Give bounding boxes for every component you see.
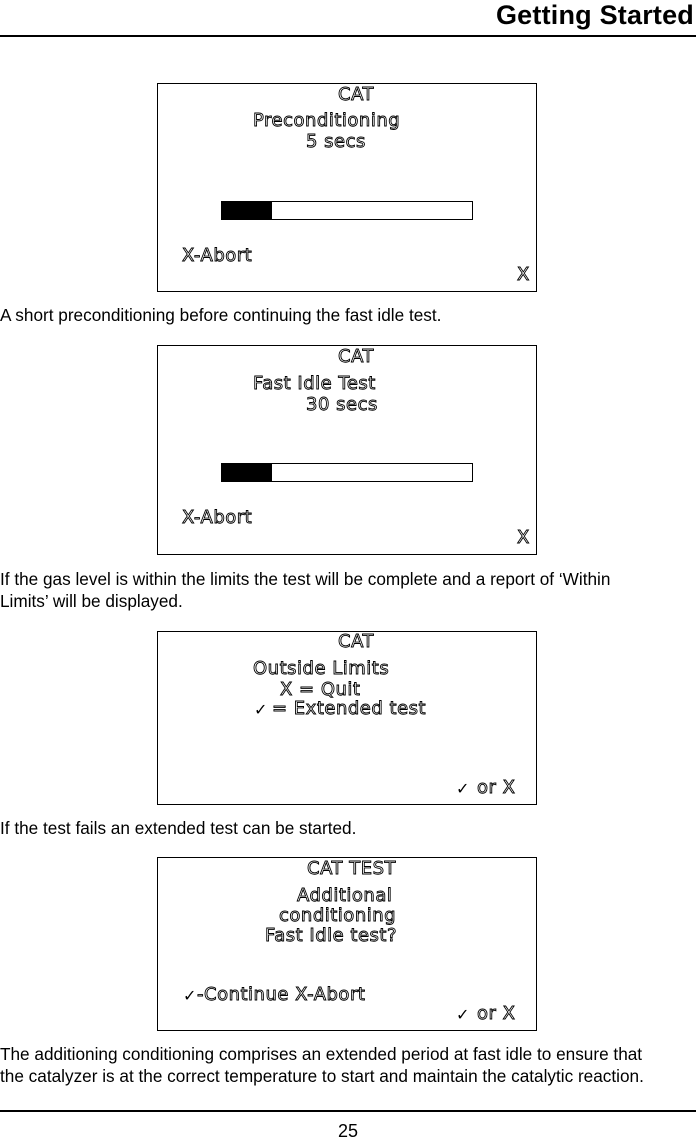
abort-key-indicator: X bbox=[517, 264, 530, 285]
screen-line-2: 5 secs bbox=[306, 131, 366, 152]
screen-line-2: conditioning bbox=[279, 905, 397, 926]
check-icon: ✓ bbox=[456, 779, 470, 798]
screen-line-1: Fast Idle Test bbox=[253, 373, 376, 394]
screen-line-1: Outside Limits bbox=[253, 658, 390, 679]
check-icon: ✓ bbox=[254, 700, 268, 719]
progress-bar-fill bbox=[222, 464, 272, 481]
display-screen-cat-test bbox=[157, 857, 537, 1031]
check-icon: ✓ bbox=[456, 1005, 470, 1024]
display-screen-preconditioning bbox=[157, 83, 537, 292]
display-screen-fast-idle bbox=[157, 345, 537, 555]
header-rule bbox=[0, 35, 696, 37]
footer-rule bbox=[0, 1110, 696, 1112]
progress-bar bbox=[221, 201, 473, 220]
caption-preconditioning: A short preconditioning before continuing the fast idle test. bbox=[0, 305, 442, 325]
abort-key-indicator: X bbox=[517, 527, 530, 548]
check-or-x-prompt: or X bbox=[477, 777, 516, 798]
screen-line-3: Fast Idle test? bbox=[265, 925, 398, 946]
check-icon: ✓ bbox=[183, 986, 197, 1005]
progress-bar bbox=[221, 463, 473, 482]
abort-label: X-Abort bbox=[182, 245, 253, 266]
caption-within-limits-line-1: If the gas level is within the limits the test will be complete and a report of ‘Within bbox=[0, 569, 611, 589]
display-screen-outside-limits bbox=[157, 631, 537, 805]
screen-title: CAT TEST bbox=[307, 858, 396, 879]
page-title: Getting Started bbox=[495, 0, 694, 30]
caption-within-limits-line-2: Limits’ will be displayed. bbox=[0, 591, 183, 611]
abort-label: X-Abort bbox=[182, 507, 253, 528]
screen-line-2: X = Quit bbox=[280, 679, 361, 700]
screen-title: CAT bbox=[338, 631, 374, 652]
page-number: 25 bbox=[337, 1121, 359, 1141]
caption-additioning-line-2: the catalyzer is at the correct temperature to start and maintain the catalytic reaction. bbox=[0, 1066, 644, 1086]
screen-line-1: Additional bbox=[297, 885, 393, 906]
screen-line-2: 30 secs bbox=[306, 394, 378, 415]
caption-extended-test: If the test fails an extended test can be started. bbox=[0, 818, 357, 838]
screen-title: CAT bbox=[338, 346, 374, 367]
continue-abort-label: -Continue X-Abort bbox=[197, 984, 366, 1005]
screen-line-3: = Extended test bbox=[272, 698, 427, 719]
screen-line-1: Preconditioning bbox=[253, 110, 401, 131]
check-or-x-prompt: or X bbox=[477, 1003, 516, 1024]
progress-bar-fill bbox=[222, 202, 272, 219]
screen-title: CAT bbox=[338, 84, 374, 105]
caption-additioning-line-1: The additioning conditioning comprises an extended period at fast idle to ensure that bbox=[0, 1044, 643, 1064]
